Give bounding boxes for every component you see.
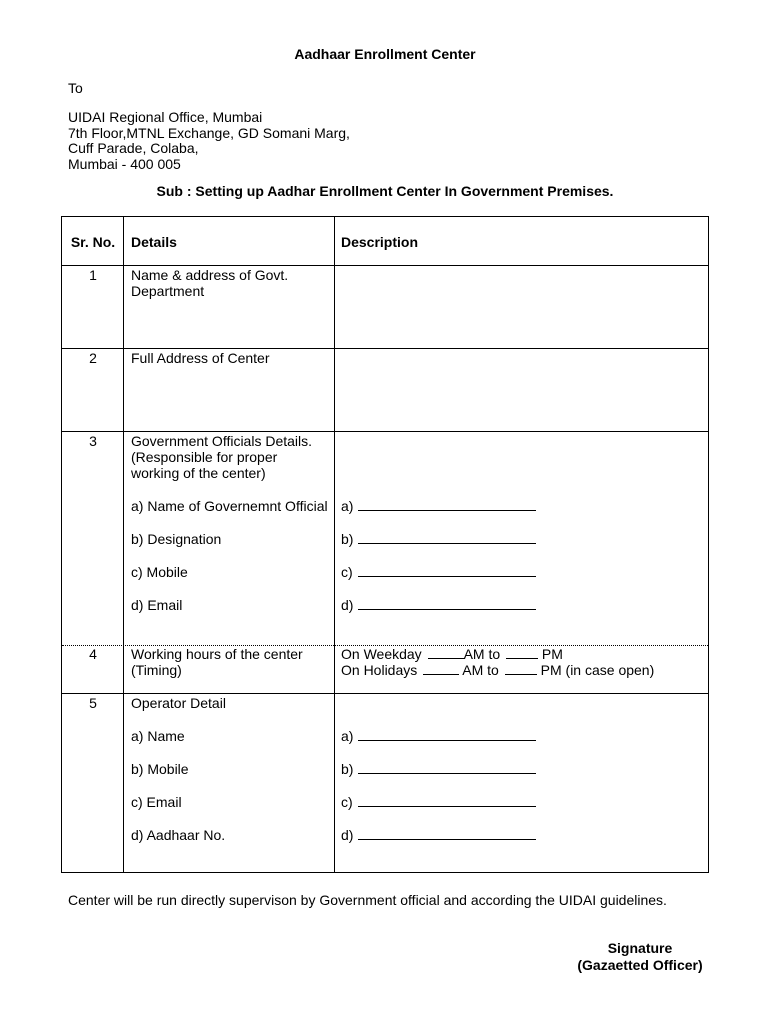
recipient-address: [68, 110, 350, 172]
timing-pm: PM: [541, 646, 563, 662]
row-4-details: [131, 646, 303, 678]
signature-block: [560, 940, 720, 974]
header-details: Details: [131, 234, 177, 250]
fill-line: [505, 662, 537, 675]
operator-name-label: a) Name: [131, 728, 185, 744]
address-line: Cuff Parade, Colaba,: [68, 140, 199, 156]
field-prefix: d): [341, 827, 354, 843]
official-mobile-field[interactable]: [341, 564, 536, 580]
weekday-timing[interactable]: [341, 646, 563, 662]
header-sr-no: Sr. No.: [70, 234, 116, 250]
address-line: 7th Floor,MTNL Exchange, GD Somani Marg,: [68, 124, 350, 141]
field-prefix: d): [341, 597, 354, 613]
row-2-sr: 2: [89, 350, 97, 366]
operator-email-field[interactable]: [341, 794, 536, 810]
field-prefix: c): [341, 564, 353, 580]
address-line: Mumbai - 400 005: [68, 155, 181, 172]
timing-pm: PM (in case open): [540, 662, 655, 678]
fill-line: [423, 662, 459, 675]
row-4-sr: 4: [89, 646, 97, 662]
salutation-to: To: [68, 80, 83, 96]
timing-am: AM to: [462, 662, 499, 678]
official-name-field[interactable]: [341, 498, 536, 514]
row-2-details: Full Address of Center: [131, 350, 270, 366]
row-1-details: [131, 267, 288, 299]
field-prefix: b): [341, 531, 354, 547]
signature-label: Signature: [607, 940, 673, 956]
row-divider: [62, 693, 708, 694]
fill-line: [358, 761, 536, 774]
field-prefix: a): [341, 498, 354, 514]
row-1-sr: 1: [89, 267, 97, 283]
operator-aadhaar-field[interactable]: [341, 827, 536, 843]
operator-mobile-label: b) Mobile: [131, 761, 189, 777]
field-prefix: b): [341, 761, 354, 777]
fill-line: [358, 498, 536, 511]
official-name-label: a) Name of Governemnt Official: [131, 498, 328, 514]
official-mobile-label: c) Mobile: [131, 564, 188, 580]
fill-line: [358, 531, 536, 544]
fill-line: [358, 794, 536, 807]
official-email-label: d) Email: [131, 597, 183, 613]
document-title: Aadhaar Enrollment Center: [294, 46, 476, 62]
fill-line: [358, 597, 536, 610]
details-line: working of the center): [131, 465, 266, 481]
column-divider: [334, 217, 335, 872]
field-prefix: a): [341, 728, 354, 744]
operator-mobile-field[interactable]: [341, 761, 536, 777]
timing-label: On Holidays: [341, 662, 418, 678]
details-line: (Responsible for proper: [131, 449, 278, 465]
official-designation-label: b) Designation: [131, 531, 222, 547]
details-line: Government Officials Details.: [131, 433, 313, 449]
row-3-details: [131, 433, 312, 481]
fill-line: [358, 564, 536, 577]
holiday-timing[interactable]: [341, 662, 654, 678]
fill-line: [358, 728, 536, 741]
fill-line: [506, 646, 538, 659]
official-designation-field[interactable]: [341, 531, 536, 547]
details-line: Name & address of Govt.: [131, 267, 289, 283]
operator-name-field[interactable]: [341, 728, 536, 744]
address-line: UIDAI Regional Office, Mumbai: [68, 109, 263, 125]
row-3-sr: 3: [89, 433, 97, 449]
details-line: (Timing): [131, 662, 182, 678]
row-divider: [62, 431, 708, 432]
row-divider: [62, 265, 708, 266]
official-email-field[interactable]: [341, 597, 536, 613]
details-line: Working hours of the center: [131, 646, 303, 662]
header-description: Description: [341, 234, 419, 250]
operator-aadhaar-label: d) Aadhaar No.: [131, 827, 226, 843]
column-divider: [123, 217, 124, 872]
subject-line: Sub : Setting up Aadhar Enrollment Center In Government Premises.: [156, 183, 614, 199]
details-line: Department: [131, 283, 205, 299]
row-divider: [62, 348, 708, 349]
timing-label: On Weekday: [341, 646, 422, 662]
officer-label: (Gazaetted Officer): [577, 957, 703, 973]
supervision-note: Center will be run directly supervison by Government official and according the UIDAI guidelines.: [68, 892, 667, 908]
row-5-sr: 5: [89, 695, 97, 711]
details-table: [61, 216, 709, 873]
fill-line: [428, 646, 464, 659]
timing-am: AM to: [463, 646, 501, 662]
row-5-details: Operator Detail: [131, 695, 226, 711]
operator-email-label: c) Email: [131, 794, 182, 810]
field-prefix: c): [341, 794, 353, 810]
fill-line: [358, 827, 536, 840]
